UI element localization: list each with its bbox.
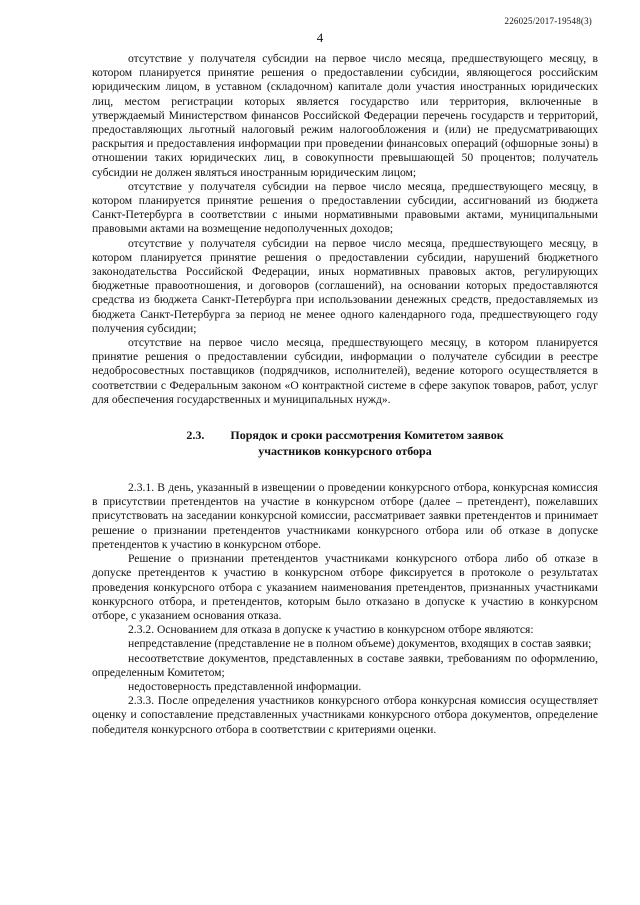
paragraph: несоответствие документов, представленных в составе заявки, требованиям по оформлению, определенным Комитетом; <box>92 651 598 679</box>
section-number: 2.3. <box>186 428 205 443</box>
section-title-line1: Порядок и сроки рассмотрения Комитетом заявок <box>230 428 504 443</box>
document-number: 226025/2017-19548(3) <box>504 16 592 26</box>
paragraph: Решение о признании претендентов участниками конкурсного отбора либо об отказе в допуске претендентов к участию в конкурсном отборе фиксируется в протоколе о результатах проведения конкурсного отбора с указанием наименования претендентов, признанных участниками конкурсного отбора, и претендентов, которым было отказано в допуске к участию в конкурсном отборе, с указанием основания отказа. <box>92 552 598 622</box>
paragraph: отсутствие у получателя субсидии на первое число месяца, предшествующего месяцу, в котором планируется принятие решения о предоставлении субсидии, ассигнований из бюджета Санкт-Петербурга в соответствии с иными нормативными правовыми актами, муниципальными правовыми актами на возмещение недополученных доходов; <box>92 179 598 236</box>
section-title-line2: участников конкурсного отбора <box>258 444 432 459</box>
paragraph: 2.3.1. В день, указанный в извещении о проведении конкурсного отбора, конкурсная комиссия в присутствии претендентов на участие в конкурсном отборе (далее – претендент), пожелавших присутствовать на заседании конкурсной комиссии, рассматривает заявки претендентов и принимает решение о признании претендентов участниками конкурсного отбора или об отказе в допуске претендентов к участию в конкурсном отборе. <box>92 481 598 551</box>
paragraph: недостоверность представленной информации. <box>128 679 362 693</box>
page-number: 4 <box>316 30 324 45</box>
paragraph: отсутствие у получателя субсидии на первое число месяца, предшествующего месяцу, в котором планируется принятие решения о предоставлении субсидии, являющегося российским юридическим лицом, в уставном (складочном) капитале доли участия иностранных юридических лиц, местом регистрации которых является государство или территория, включенные в утверждаемый Министерством финансов Российской Федерации перечень государств и территорий, предоставляющих льготный налоговый режим налогообложения и (или) не предусматривающих раскрытия и предоставления информации при проведении финансовых операций (офшорные зоны) в отношении таких юридических лиц, в совокупности превышающей 50 процентов; получатель субсидии не должен являться иностранным юридическим лицом; <box>92 52 598 179</box>
document-body <box>92 52 598 737</box>
section-heading <box>92 427 598 459</box>
paragraph: отсутствие на первое число месяца, предшествующего месяцу, в котором планируется принятие решения о предоставлении субсидии, информации о получателе субсидии в реестре недобросовестных поставщиков (подрядчиков, исполнителей), ведение которого осуществляется в соответствии с Федеральным законом «О контрактной системе в сфере закупок товаров, работ, услуг для обеспечения государственных и муниципальных нужд». <box>92 336 598 406</box>
paragraph: отсутствие у получателя субсидии на первое число месяца, предшествующего месяцу, в котором планируется принятие решения о предоставлении субсидии, нарушений бюджетного законодательства Российской Федерации, иных нормативных правовых актов, регулирующих бюджетные правоотношения, и договоров (соглашений), на основании которых предоставляются средства из бюджета Санкт-Петербурга при использовании денежных средств, предоставляемых из бюджета Санкт-Петербурга за период не менее одного календарного года, предшествующего году получения субсидии; <box>92 236 598 335</box>
paragraph: 2.3.3. После определения участников конкурсного отбора конкурсная комиссия осуществляет оценку и сопоставление представленных участниками конкурсного отбора документов, определение победителя конкурсного отбора в соответствии с критериями оценки. <box>92 694 598 736</box>
paragraph: 2.3.2. Основанием для отказа в допуске к участию в конкурсном отборе являются: <box>128 623 534 637</box>
paragraph: непредставление (представление не в полном объеме) документов, входящих в состав заявки; <box>128 637 592 651</box>
